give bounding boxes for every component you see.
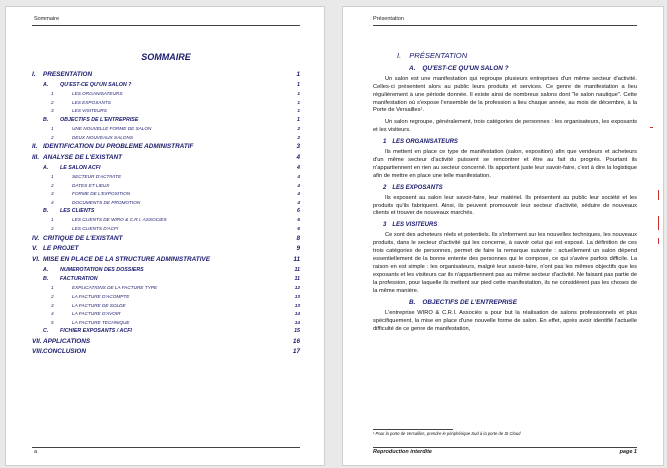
toc-entry-page: 3	[296, 143, 300, 151]
toc-entry-number: B.	[43, 208, 49, 215]
toc-entry-page: 4	[297, 191, 300, 197]
footnote-rule	[373, 429, 453, 430]
toc-entry-text: QU'EST-CE QU'UN SALON ?	[60, 81, 132, 88]
toc-title: SOMMAIRE	[141, 52, 191, 62]
toc-entry-page: 4	[297, 173, 300, 179]
toc-entry-number: B.	[43, 116, 49, 123]
toc-entry[interactable]	[32, 217, 300, 226]
subsection-heading	[409, 65, 637, 73]
toc-entry-number: 3	[51, 191, 54, 197]
paragraph: Ils exposent au salon leur savoir-faire, leur matériel. Ils présentent au public leur société et les produits qu'ils fabriquent. Ainsi, ils peuvent promouvoir leur secteur d'activité, séduire de nouveaux clients et trouver de nouveaux marchés.	[373, 194, 637, 217]
toc-entry[interactable]	[32, 328, 300, 337]
toc-entry[interactable]	[32, 294, 300, 303]
toc-entry-text: ANALYSE DE L'EXISTANT	[43, 153, 123, 161]
toc-entry-number: C.	[43, 328, 49, 335]
toc-entry-text: LES VISITEURS	[72, 108, 107, 114]
page-header-label: Présentation	[373, 16, 404, 22]
toc-entry[interactable]	[32, 285, 300, 294]
toc-entry-number: V.	[32, 245, 38, 253]
footer-rule	[32, 447, 300, 448]
toc-entry-number: IV.	[32, 234, 40, 242]
toc-entry-page: 15	[294, 328, 300, 335]
toc-entry-text: LA FACTURE DE SOLDE	[72, 302, 126, 308]
toc-entry-text: UNE NOUVELLE FORME DE SALON	[72, 125, 152, 131]
toc-entry-page: 4	[296, 153, 300, 161]
toc-entry-number: VII.	[32, 337, 42, 345]
toc-entry-page: 2	[297, 125, 300, 131]
toc-entry-number: 1	[51, 217, 54, 223]
section-title: PRÉSENTATION	[409, 51, 468, 60]
subsubsection-heading	[383, 139, 637, 147]
toc-entry-text: DEUX NOUVEAUX SALONS	[72, 134, 133, 140]
toc-entry-text: LA FACTURE D'AVOIR	[72, 311, 121, 317]
toc-entry-number: 1	[51, 125, 54, 131]
paragraph: Ce sont des acheteurs réels et potentiels. Ils s'informent sur les nouvelles techniques, les nouveaux produits, dans le secteur d'activité qui les concerne, à savoir celui qui est exposé. La définition de ces trois catégories de personnes, permet de faire la remarque suivante : actuellement un salon dépend essentiellement de la bonne entente des personnes qui le compose, ce qui s'avère parfois difficile. La raison en est simple : les organisateurs, malgré leur savoir-faire, n'ont pas les mêmes objectifs que les exposants et les visiteurs car ils n'appartiennent pas au même secteur d'activité. Ne faisant pas partie de la profession, pour laquelle ils mettent sur pied cette manifestation, ils ne considèrent pas les choses de la même manière.	[373, 232, 637, 294]
toc-entry-page: 11	[294, 267, 300, 274]
toc-entry-text: FACTURATION	[60, 276, 98, 283]
revision-mark	[658, 238, 659, 244]
paragraph: Un salon est une manifestation qui regroupe plusieurs entreprises d'un même secteur d'activité. Celles-ci présentent alors au public leurs produits et services. Ce genre de manifestation a lieu régulièrement à une période donnée. Il existe ainsi de nombreux salons dont "le salon nautique". Cette manifestation où s'expose l'ensemble de la profession a lieu chaque année, au mois de décembre, à la Porte de Versailles¹.	[373, 75, 637, 114]
toc-entry-page: 8	[296, 234, 300, 242]
toc-entry-text: DOCUMENTS DE PROMOTION	[72, 199, 141, 205]
page-header-label: Sommaire	[34, 16, 60, 22]
toc-entry-page: 4	[297, 182, 300, 188]
toc-entry-page: 1	[296, 71, 300, 78]
toc-entry-text: EXPLICATIONS DE LA FACTURE TYPE	[72, 285, 158, 291]
toc-entry[interactable]	[32, 235, 300, 246]
subsubsection-heading	[383, 185, 637, 193]
toc-entry-text: FICHIER EXPOSANTS / ACFI	[60, 328, 132, 335]
toc-entry-text: LE SALON ACFI	[60, 164, 101, 171]
toc-entry-page: 6	[297, 208, 300, 215]
toc-entry-text: LA FACTURE TECHNIQUE	[72, 319, 130, 325]
toc-entry[interactable]	[32, 71, 300, 82]
revision-mark	[658, 216, 659, 230]
toc-entry-page: 1	[297, 90, 300, 96]
toc-entry[interactable]	[32, 200, 300, 209]
toc-entry-number: 4	[51, 311, 54, 317]
heading-number: 1	[383, 139, 387, 146]
toc-entry-page: 11	[294, 276, 300, 283]
toc-entry-text: LES CLIENTS DE WIRO & C.R.I. ASSOCIES	[72, 217, 167, 223]
toc-entry-text: LE PROJET	[43, 245, 79, 253]
toc-entry-page: 1	[297, 99, 300, 105]
toc-entry[interactable]	[32, 226, 300, 235]
toc-entry-text: LES EXPOSANTS	[72, 99, 111, 105]
toc-entry[interactable]	[32, 174, 300, 183]
toc-entry-text: CONCLUSION	[43, 348, 86, 356]
toc-entry[interactable]	[32, 303, 300, 312]
toc-entry[interactable]	[32, 126, 300, 135]
toc-entry-number: A.	[43, 267, 49, 274]
subsection-title: QU'EST-CE QU'UN SALON ?	[422, 64, 509, 72]
heading-title: LES EXPOSANTS	[392, 184, 443, 191]
toc-entry-number: 2	[51, 134, 54, 140]
subsection-number: A.	[409, 64, 416, 72]
toc-entry[interactable]	[32, 320, 300, 329]
page-number: page 1	[619, 449, 637, 455]
toc-entry-page: 11	[293, 256, 300, 264]
heading-number: 2	[383, 184, 387, 191]
toc-entry[interactable]	[32, 311, 300, 320]
toc-entry[interactable]	[32, 143, 300, 154]
toc-entry-text: LES CLIENTS D'ACFI	[72, 226, 119, 232]
toc-entry-text: APPLICATIONS	[43, 337, 91, 345]
toc-entry-number: A.	[43, 81, 49, 88]
toc-entry[interactable]	[32, 267, 300, 276]
toc-entry[interactable]	[32, 117, 300, 126]
subsection-heading	[409, 299, 637, 307]
toc-entry-page: 14	[294, 311, 300, 317]
section-heading	[397, 52, 637, 60]
toc-entry-number: 3	[51, 108, 54, 114]
toc-entry-page: 4	[297, 164, 300, 171]
section-number: I.	[397, 51, 402, 60]
revision-mark	[650, 127, 653, 128]
toc-entry[interactable]	[32, 191, 300, 200]
footer-rule	[373, 447, 637, 448]
toc-entry[interactable]	[32, 82, 300, 91]
toc-entry-text: DATES ET LIEUX	[72, 182, 110, 188]
toc-entry-page: 12	[294, 285, 300, 291]
toc-entry-page: 4	[297, 199, 300, 205]
table-of-contents	[32, 71, 300, 359]
header-rule	[32, 25, 300, 26]
toc-entry[interactable]	[32, 348, 300, 359]
page-footer-label: a	[34, 449, 38, 455]
toc-entry-page: 14	[294, 319, 300, 325]
paragraph: Un salon regroupe, généralement, trois catégories de personnes : les organisateurs, les exposants et les visiteurs.	[373, 119, 637, 134]
toc-entry-text: LES CLIENTS	[60, 208, 95, 215]
toc-entry-page: 2	[297, 134, 300, 140]
right-page-presentation	[342, 6, 664, 466]
toc-entry[interactable]	[32, 91, 300, 100]
toc-entry-number: 2	[51, 294, 54, 300]
page-footer-left: Reproduction interdite	[373, 449, 432, 455]
toc-entry-page: 16	[292, 337, 300, 345]
toc-entry[interactable]	[32, 276, 300, 285]
heading-title: LES VISITEURS	[392, 222, 438, 229]
paragraph: L'entreprise WIRO & C.R.I. Associés a pour but la réalisation de salons professionnels et plus spécifiquement, la mise en place d'une nouvelle forme de salon. En effet, après avoir identifié l'actuelle difficulté de ce genre de manifestation,	[373, 310, 637, 333]
toc-entry-text: SECTEUR D'ACTIVITE	[72, 173, 122, 179]
toc-entry-page: 6	[297, 217, 300, 223]
toc-entry[interactable]	[32, 245, 300, 256]
heading-title: LES ORGANISATEURS	[392, 139, 458, 146]
toc-entry[interactable]	[32, 135, 300, 144]
toc-entry-page: 1	[297, 81, 300, 88]
toc-entry-text: OBJECTIFS DE L'ENTREPRISE	[60, 116, 139, 123]
toc-entry-text: CRITIQUE DE L'EXISTANT	[43, 234, 123, 242]
toc-entry-number: VI.	[32, 256, 40, 264]
toc-entry-text: NUMEROTATION DES DOSSIERS	[60, 267, 144, 274]
toc-entry-page: 17	[292, 348, 300, 356]
toc-entry-text: IDENTIFICATION DU PROBLEME ADMINISTRATIF	[43, 143, 194, 151]
toc-entry[interactable]	[32, 154, 300, 165]
document-body	[373, 47, 637, 338]
toc-entry-page: 1	[297, 116, 300, 123]
toc-entry-number: 3	[51, 302, 54, 308]
footnote: ¹ Pour la porte de Versailles, prendre le périphérique Sud à la porte de St Cloud	[373, 431, 521, 436]
heading-number: 3	[383, 222, 387, 229]
toc-entry-number: I.	[32, 71, 36, 78]
toc-entry-page: 13	[294, 294, 300, 300]
toc-entry-number: B.	[43, 276, 49, 283]
toc-entry[interactable]	[32, 100, 300, 109]
toc-entry-number: 4	[51, 199, 54, 205]
revision-mark	[658, 190, 659, 200]
toc-entry-page: 13	[294, 302, 300, 308]
toc-entry-number: 1	[51, 285, 54, 291]
toc-entry-page: 1	[297, 108, 300, 114]
toc-entry-number: II.	[32, 143, 38, 151]
header-rule	[373, 25, 637, 26]
toc-entry[interactable]	[32, 256, 300, 267]
toc-entry-number: VIII.	[32, 348, 44, 356]
toc-entry-number: 2	[51, 226, 54, 232]
toc-entry-page: 9	[296, 245, 300, 253]
toc-entry-page: 6	[297, 226, 300, 232]
toc-entry-number: A.	[43, 164, 49, 171]
paragraph: Ils mettent en place ce type de manifestation (salon, exposition) afin que vendeurs et acheteurs d'un même secteur d'activité puissent se rencontrer et être au fait du progrès. Pourtant ils n'appartiennent en rien au secteur concerné. Ils apportent juste leur savoir-faire, c'est à dire la logistique afin de mettre en place une telle manifestation.	[373, 149, 637, 179]
toc-entry-number: 1	[51, 173, 54, 179]
toc-entry-number: III.	[32, 153, 40, 161]
subsection-title: OBJECTIFS DE L'ENTREPRISE	[422, 299, 517, 307]
subsection-number: B.	[409, 299, 416, 307]
toc-entry-number: 5	[51, 319, 54, 325]
toc-entry[interactable]	[32, 108, 300, 117]
toc-entry-number: 2	[51, 99, 54, 105]
toc-entry-text: LES ORGANISATEURS	[72, 90, 123, 96]
subsubsection-heading	[383, 222, 637, 230]
toc-entry-text: PRESENTATION	[43, 71, 93, 78]
toc-entry-number: 1	[51, 90, 54, 96]
toc-entry-number: 2	[51, 182, 54, 188]
toc-entry-text: LA FACTURE D'ACOMPTE	[72, 294, 130, 300]
toc-entry[interactable]	[32, 165, 300, 174]
left-page-sommaire	[5, 6, 325, 466]
toc-entry[interactable]	[32, 183, 300, 192]
toc-entry-text: FORME DE L'EXPOSITION	[72, 191, 131, 197]
toc-entry[interactable]	[32, 338, 300, 349]
toc-entry[interactable]	[32, 208, 300, 217]
toc-entry-text: MISE EN PLACE DE LA STRUCTURE ADMINISTRATIVE	[43, 256, 210, 264]
